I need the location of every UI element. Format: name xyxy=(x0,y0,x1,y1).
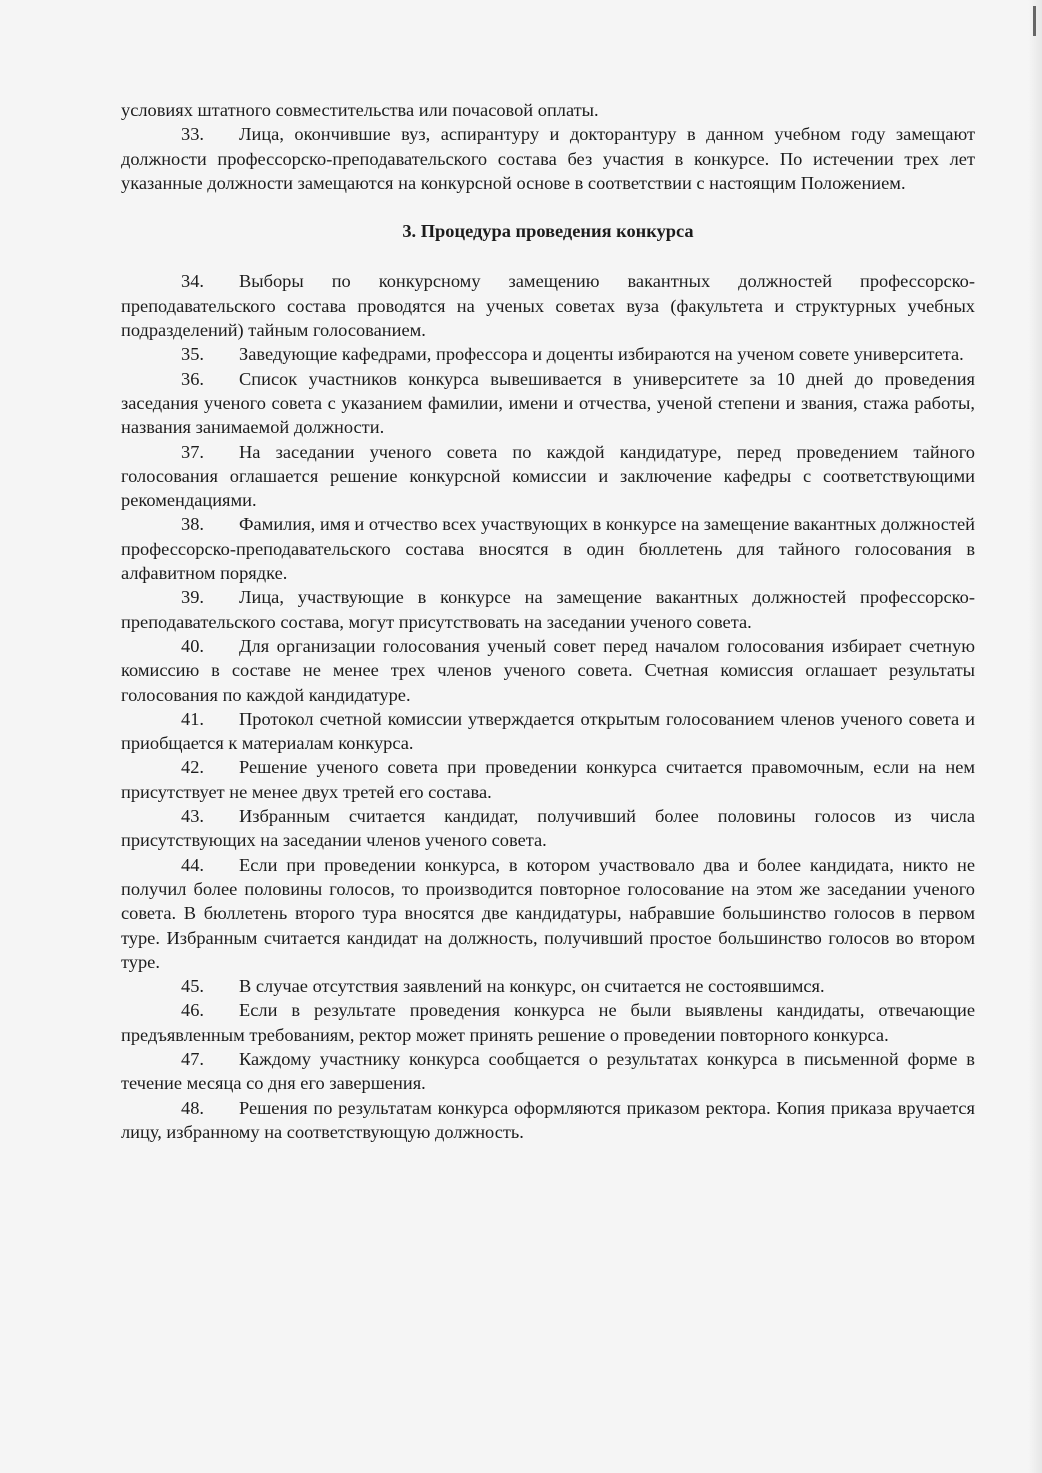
scan-mark xyxy=(1033,6,1036,36)
paragraph-text: Фамилия, имя и отчество всех участвующих в конкурсе на замещение вакантных должностей профессорско-преподавательского состава вносятся в один бюллетень для тайного голосования в алфавитном порядке. xyxy=(121,514,975,584)
paragraph-number: 42. xyxy=(181,757,204,778)
paragraph-number: 38. xyxy=(181,514,204,535)
paragraph-47 xyxy=(121,1047,975,1096)
paragraph-number: 47. xyxy=(181,1048,204,1069)
paragraph-text: Протокол счетной комиссии утверждается открытым голосованием членов ученого совета и приобщается к материалам конкурса. xyxy=(121,708,975,754)
paragraph-number: 35. xyxy=(181,344,204,365)
paragraph-37 xyxy=(121,440,975,513)
paragraph-number: 34. xyxy=(181,271,204,292)
paragraph-text: Заведующие кафедрами, профессора и доценты избираются на ученом совете университета. xyxy=(239,344,964,365)
paragraph-40 xyxy=(121,634,975,707)
paragraph-34 xyxy=(121,269,975,342)
paragraph-text: Каждому участнику конкурса сообщается о результатах конкурса в письменной форме в течение месяца со дня его завершения. xyxy=(121,1048,975,1094)
paragraph-number: 46. xyxy=(181,1000,204,1021)
paragraph-41 xyxy=(121,707,975,756)
paragraph-number: 37. xyxy=(181,441,204,462)
paragraph-46 xyxy=(121,998,975,1047)
paragraph-text: На заседании ученого совета по каждой кандидатуре, перед проведением тайного голосования оглашается решение конкурсной комиссии и заключение кафедры с соответствующими рекомендациями. xyxy=(121,441,975,511)
paragraph-number: 33. xyxy=(181,124,204,145)
paragraph-35 xyxy=(121,342,975,366)
paragraph-text: В случае отсутствия заявлений на конкурс, он считается не состоявшимся. xyxy=(239,976,825,997)
paragraph-39 xyxy=(121,585,975,634)
paragraph-number: 45. xyxy=(181,976,204,997)
paragraph-42 xyxy=(121,755,975,804)
paragraph-text: Для организации голосования ученый совет перед началом голосования избирает счетную комиссию в составе не менее трех членов ученого совета. Счетная комиссия оглашает результаты голосования по каждой кандидатуре. xyxy=(121,635,975,705)
paragraph-text: Лица, участвующие в конкурсе на замещение вакантных должностей профессорско-преподавательского состава, могут присутствовать на заседании ученого совета. xyxy=(121,587,975,632)
paragraph-number: 44. xyxy=(181,854,204,875)
paragraph-number: 41. xyxy=(181,708,204,729)
paragraph-text: Решения по результатам конкурса оформляются приказом ректора. Копия приказа вручается лицу, избранному на соответствующую должность. xyxy=(121,1097,975,1142)
paragraph-text: Решение ученого совета при проведении конкурса считается правомочным, если на нем присутствует не менее двух третей его состава. xyxy=(121,757,975,802)
paragraph-text: Лица, окончившие вуз, аспирантуру и докторантуру в данном учебном году замещают должности профессорско-преподавательского состава без участия в конкурсе. По истечении трех лет указанные должности замещаются на конкурсной основе в соответствии с настоящим Положением. xyxy=(121,124,975,193)
scan-edge-shadow xyxy=(1028,0,1042,1473)
document-body xyxy=(121,98,975,1144)
paragraph-text: Выборы по конкурсному замещению вакантных должностей профессорско-преподавательского состава проводятся на ученых советах вуза (факультета и структурных учебных подразделений) тайным голосованием. xyxy=(121,271,975,341)
section-title: 3. Процедура проведения конкурса xyxy=(402,221,694,242)
paragraph-text: Избранным считается кандидат, получивший более половины голосов из числа присутствующих на заседании членов ученого совета. xyxy=(121,806,975,851)
paragraph-number: 40. xyxy=(181,635,204,656)
paragraph-text: Если в результате проведения конкурса не были выявлены кандидаты, отвечающие предъявленным требованиям, ректор может принять решение о проведении повторного конкурса. xyxy=(121,1000,975,1045)
paragraph-number: 39. xyxy=(181,587,204,608)
paragraph-48 xyxy=(121,1096,975,1145)
paragraph-43 xyxy=(121,804,975,853)
intro-continuation: условиях штатного совместительства или почасовой оплаты. xyxy=(121,100,599,120)
paragraph-number: 48. xyxy=(181,1097,204,1118)
paragraph-text: Если при проведении конкурса, в котором участвовало два и более кандидата, никто не получил более половины голосов, то производится повторное голосование на этом же заседании ученого совета. В бюллетень второго тура вносятся две кандидатуры, набравшие большинство голосов в первом туре. Избранным считается кандидат на должность, получивший простое большинство голосов во втором туре. xyxy=(121,854,975,972)
paragraph-number: 36. xyxy=(181,368,204,389)
paragraph-45 xyxy=(121,974,975,998)
paragraph-number: 43. xyxy=(181,806,204,827)
paragraph-33 xyxy=(121,122,975,195)
paragraph-44 xyxy=(121,853,975,974)
paragraph-text: Список участников конкурса вывешивается в университете за 10 дней до проведения заседания ученого совета с указанием фамилии, имени и отчества, ученой степени и звания, стажа работы, названия занимаемой должности. xyxy=(121,368,975,438)
paragraph-36 xyxy=(121,367,975,440)
paragraph-38 xyxy=(121,512,975,585)
